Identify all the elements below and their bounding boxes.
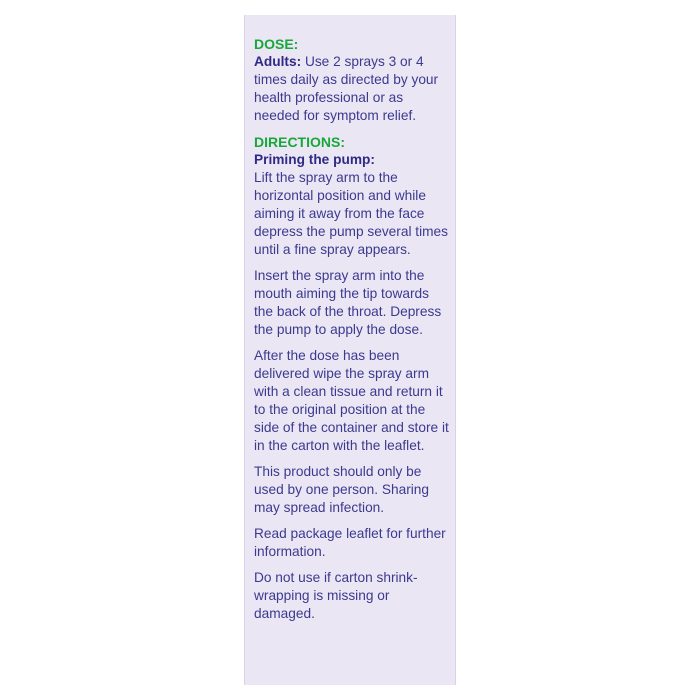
directions-paragraph: This product should only be used by one person. Sharing may spread infection. [254,464,430,515]
adults-text: Use 2 sprays 3 or 4 times daily as directed by your health professional or as needed for symptom relief. [254,54,439,123]
instructions-text-block [254,35,450,623]
priming-heading: Priming the pump: [254,152,375,167]
directions-heading: DIRECTIONS: [254,134,345,150]
directions-paragraph: Lift the spray arm to the horizontal position and while aiming it away from the face depress the pump several times until a fine spray appears. [254,170,448,257]
directions-paragraph: Insert the spray arm into the mouth aiming the tip towards the back of the throat. Depress the pump to apply the dose. [254,268,442,337]
adults-label: Adults: [254,54,302,69]
directions-paragraph: After the dose has been delivered wipe the spray arm with a clean tissue and return it to the original position at the side of the container and store it in the carton with the leaflet. [254,348,449,453]
directions-paragraph: Do not use if carton shrink-wrapping is missing or damaged. [254,570,418,621]
directions-paragraph: Read package leaflet for further information. [254,526,446,559]
dose-adults-paragraph [254,53,450,125]
dose-heading: DOSE: [254,36,299,52]
